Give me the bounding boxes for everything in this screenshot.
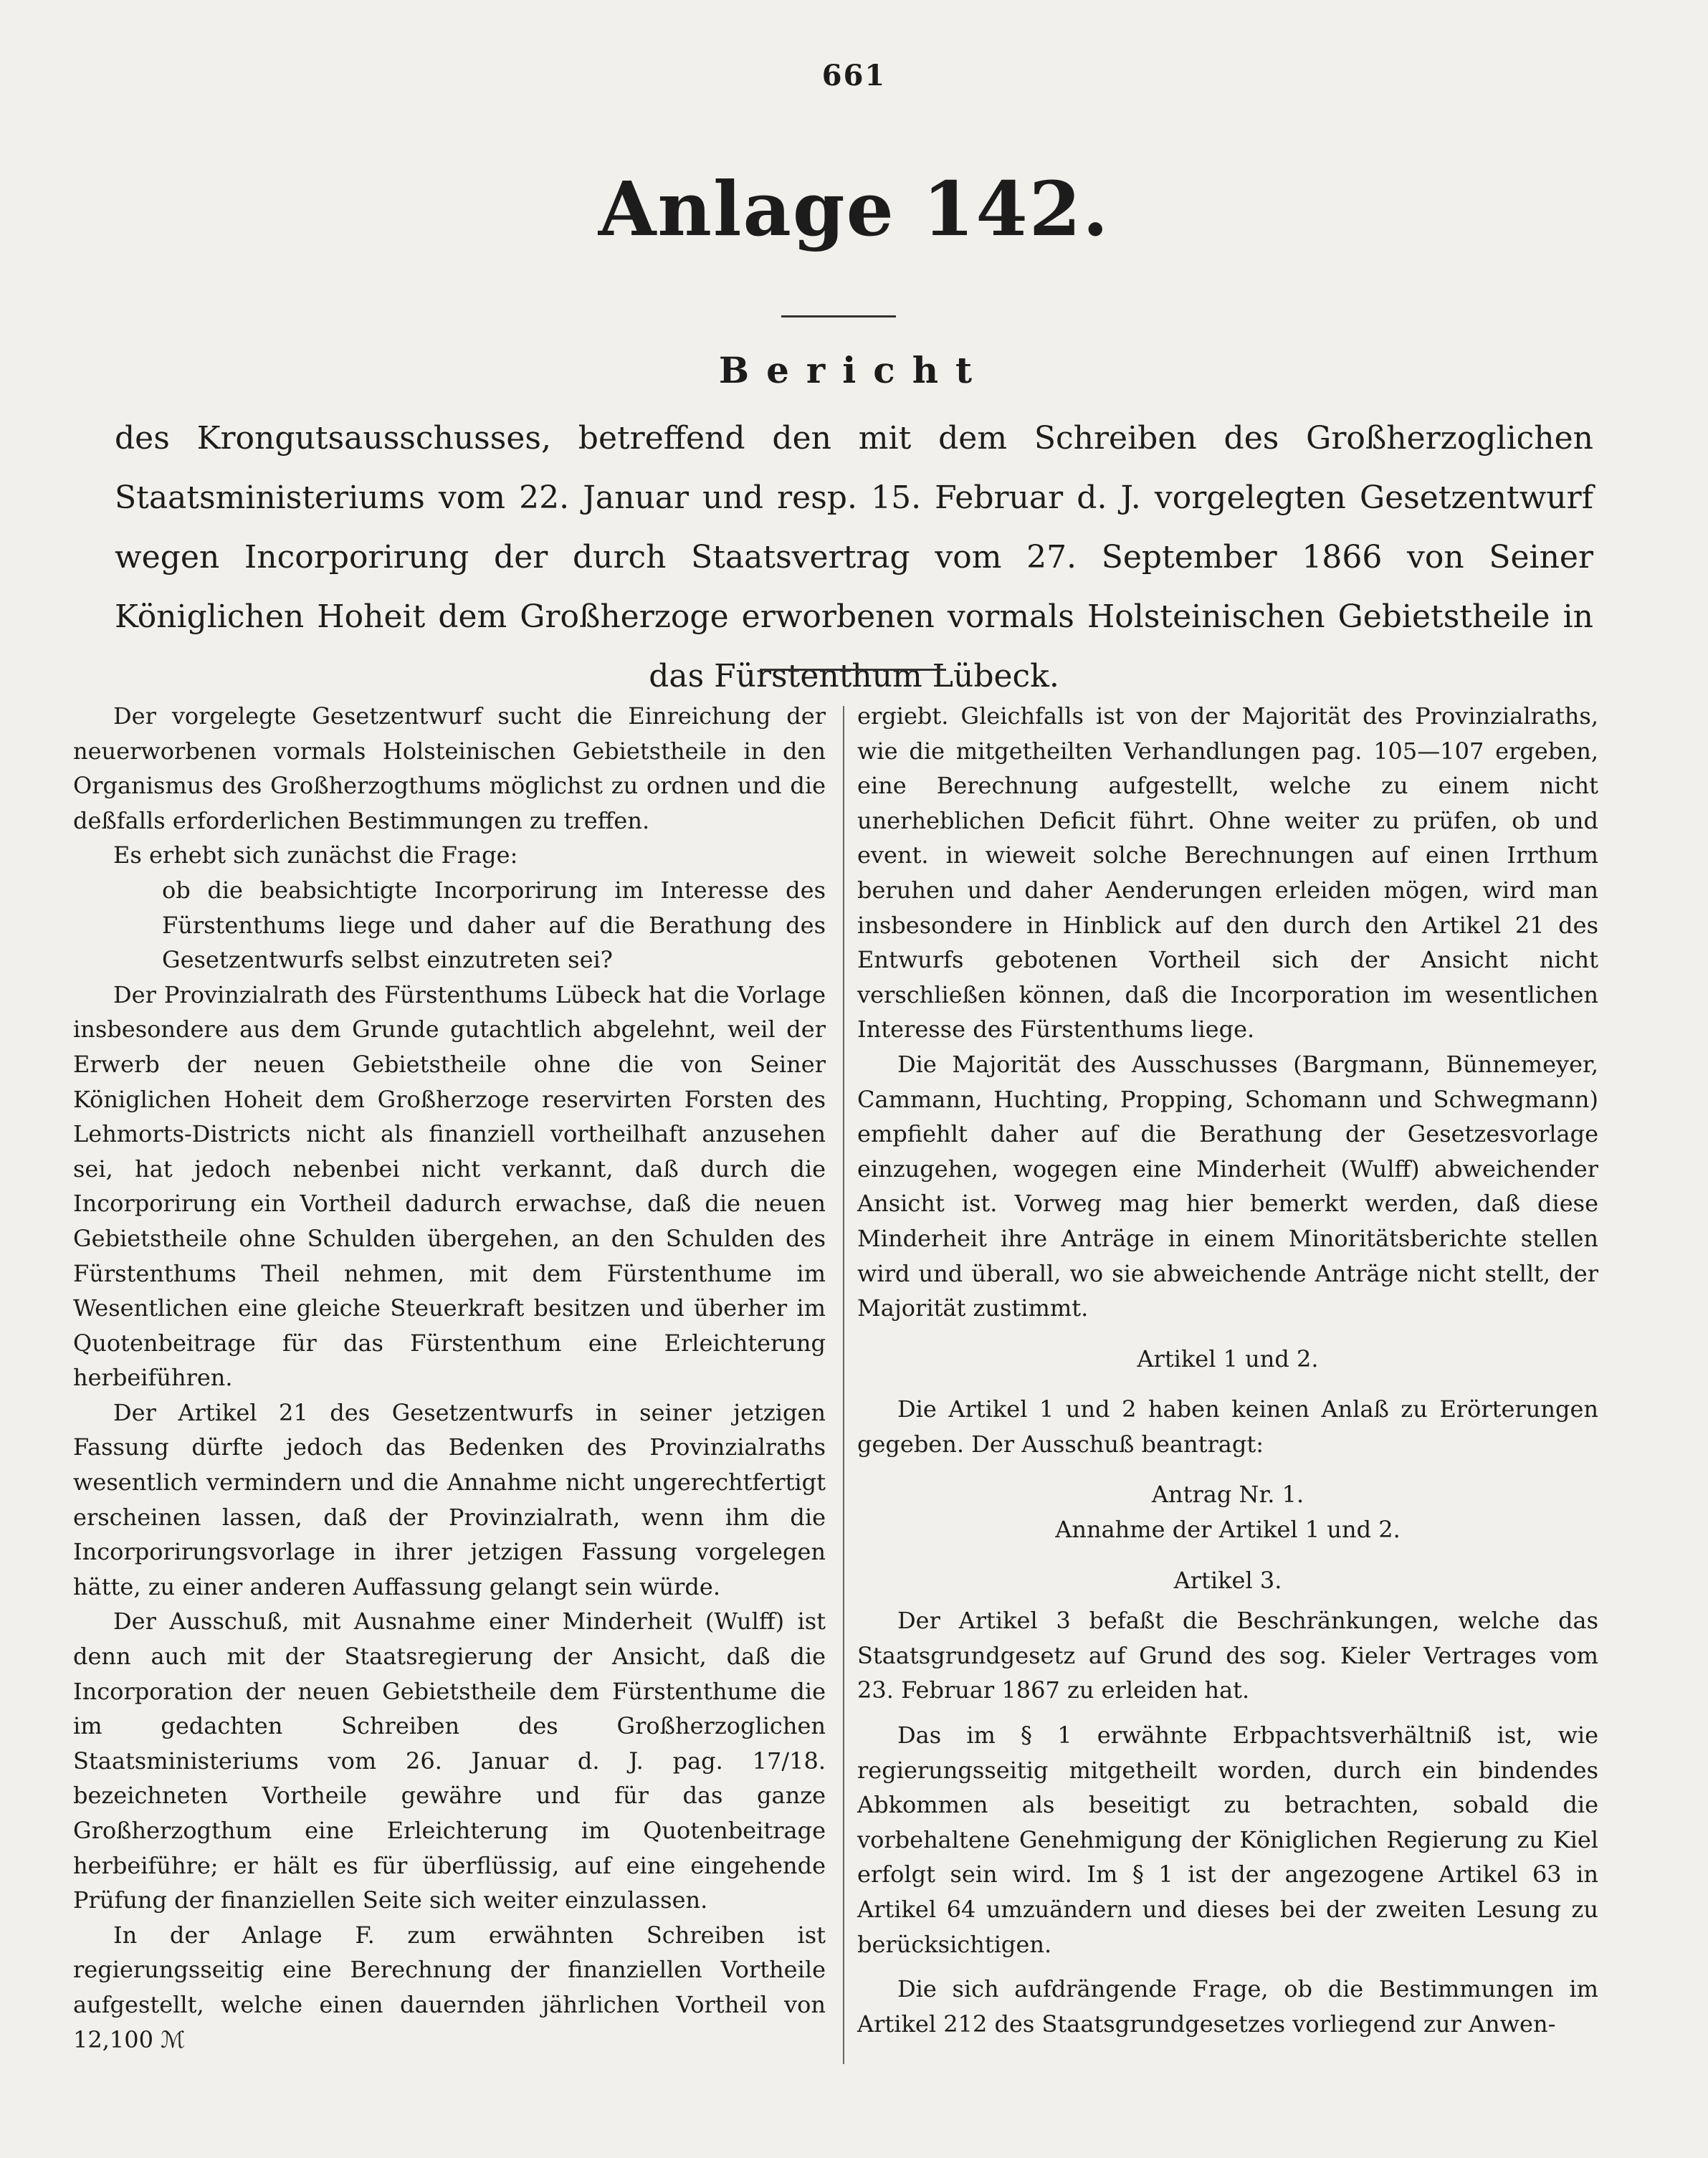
motion-heading: Antrag Nr. 1. bbox=[1151, 1481, 1304, 1509]
paragraph: Die sich aufdrängende Frage, ob die Bestimmungen im Artikel 212 des Staatsgrundgesetzes vorliegend zur Anwen- bbox=[857, 1975, 1598, 2038]
page-title: Anlage 142. bbox=[598, 165, 1110, 253]
report-subject: des Krongutsausschusses, betreffend den mit dem Schreiben des Großherzoglichen Staatsministeriums vom 22. Januar und resp. 15. Februar d. J. vorgelegten Gesetzentwurf wegen Incorporirung der durch Staatsvertrag vom 27. September 1866 von Seiner Königlichen Hoheit dem Großherzoge erworbenen vormals Holsteinischen Gebietstheile in das Fürstenthum Lübeck. bbox=[115, 420, 1593, 694]
paragraph: Der Artikel 3 befaßt die Beschränkungen, welche das Staatsgrundgesetz auf Grund des sog. Kieler Vertrages vom 23. Februar 1867 zu erleiden hat. bbox=[857, 1607, 1598, 1704]
paragraph: Die Majorität des Ausschusses (Bargmann, Bünnemeyer, Cammann, Huchting, Propping, Schomann und Schwegmann) empfiehlt daher auf die Berathung der Gesetzesvorlage einzugehen, wogegen eine Minderheit (Wulff) abweichender Ansicht ist. Vorweg mag hier bemerkt werden, daß diese Minderheit ihre Anträge in einem Minoritätsberichte stellen wird und überall, wo sie abweichende Anträge nicht stellt, der Majorität zustimmt. bbox=[857, 1050, 1598, 1322]
column-divider bbox=[843, 706, 844, 2064]
header-divider bbox=[760, 669, 946, 671]
section-heading: Artikel 1 und 2. bbox=[1137, 1345, 1319, 1372]
title-divider bbox=[781, 315, 896, 318]
paragraph: Der Artikel 21 des Gesetzentwurfs in seiner jetzigen Fassung dürfte jedoch das Bedenken des Provinzialraths wesentlich vermindern und die Annahme nicht ungerechtfertigt erscheinen lassen, daß der Provinzialrath, wenn ihm die Incorporirungsvorlage in ihrer jetzigen Fassung vorgelegen hätte, zu einer anderen Auffassung gelangt sein würde. bbox=[73, 1398, 826, 1600]
right-column bbox=[857, 699, 1598, 2041]
page-number: 661 bbox=[821, 59, 887, 92]
paragraph: Der vorgelegte Gesetzentwurf sucht die Einreichung der neuerworbenen vormals Holsteinischen Gebietstheile in den Organismus des Großherzogthums möglichst zu ordnen und die deßfalls erforderlichen Bestimmungen zu treffen. bbox=[73, 702, 826, 834]
motion-text: Annahme der Artikel 1 und 2. bbox=[1055, 1516, 1401, 1544]
paragraph: In der Anlage F. zum erwähnten Schreiben ist regierungsseitig eine Berechnung der finanziellen Vortheile aufgestellt, welche einen dauernden jährlichen Vortheil von 12,100 ℳ bbox=[73, 1921, 826, 2053]
paragraph: Das im § 1 erwähnte Erbpachtsverhältniß ist, wie regierungsseitig mitgetheilt worden, durch ein bindendes Abkommen als beseitigt zu betrachten, sobald die vorbehaltene Genehmigung der Königlichen Regierung zu Kiel erfolgt sein wird. Im § 1 ist der angezogene Artikel 63 in Artikel 64 umzuändern und dieses bei der zweiten Lesung zu berücksichtigen. bbox=[857, 1722, 1598, 1958]
paragraph: ergiebt. Gleichfalls ist von der Majorität des Provinzialraths, wie die mitgetheilten Verhandlungen pag. 105—107 ergeben, eine Berechnung aufgestellt, welche zu einem nicht unerheblichen Deficit führt. Ohne weiter zu prüfen, ob und event. in wieweit solche Berechnungen auf einen Irrthum beruhen und daher Aenderungen erleiden mögen, wird man insbesondere in Hinblick auf den durch den Artikel 21 des Entwurfs gebotenen Vortheil sich der Ansicht nicht verschließen können, daß die Incorporation im wesentlichen Interesse des Fürstenthums liege. bbox=[857, 702, 1598, 1044]
paragraph: Der Ausschuß, mit Ausnahme einer Minderheit (Wulff) ist denn auch mit der Staatsregierung der Ansicht, daß die Incorporation der neuen Gebietstheile dem Fürstenthume die im gedachten Schreiben des Großherzoglichen Staatsministeriums vom 26. Januar d. J. pag. 17/18. bezeichneten Vortheile gewähre und für das ganze Großherzogthum eine Erleichterung im Quotenbeitrage herbeiführe; er hält es für überflüssig, auf eine eingehende Prüfung der finanziellen Seite sich weiter einzulassen. bbox=[73, 1608, 826, 1914]
report-heading: Bericht bbox=[718, 349, 990, 391]
section-heading: Artikel 3. bbox=[1173, 1566, 1282, 1594]
paragraph: Der Provinzialrath des Fürstenthums Lübeck hat die Vorlage insbesondere aus dem Grunde gutachtlich abgelehnt, weil der Erwerb der neuen Gebietstheile ohne die von Seiner Königlichen Hoheit dem Großherzoge reservirten Forsten des Lehmorts-Districts nicht als finanziell vortheilhaft anzusehen sei, hat jedoch nebenbei nicht verkannt, daß durch die Incorporirung ein Vortheil dadurch erwachse, daß die neuen Gebietstheile ohne Schulden übergehen, an den Schulden des Fürstenthums Theil nehmen, mit dem Fürstenthume im Wesentlichen eine gleiche Steuerkraft besitzen und überher im Quotenbeitrage für das Fürstenthum eine Erleichterung herbeiführen. bbox=[73, 980, 826, 1392]
left-column bbox=[73, 699, 826, 2057]
question-quote: ob die beabsichtigte Incorporirung im Interesse des Fürstenthums liege und daher auf die Berathung des Gesetzentwurfs selbst einzutreten sei? bbox=[162, 876, 826, 974]
paragraph: Die Artikel 1 und 2 haben keinen Anlaß zu Erörterungen gegeben. Der Ausschuß beantragt: bbox=[857, 1395, 1598, 1458]
paragraph: Es erhebt sich zunächst die Frage: bbox=[113, 841, 518, 869]
